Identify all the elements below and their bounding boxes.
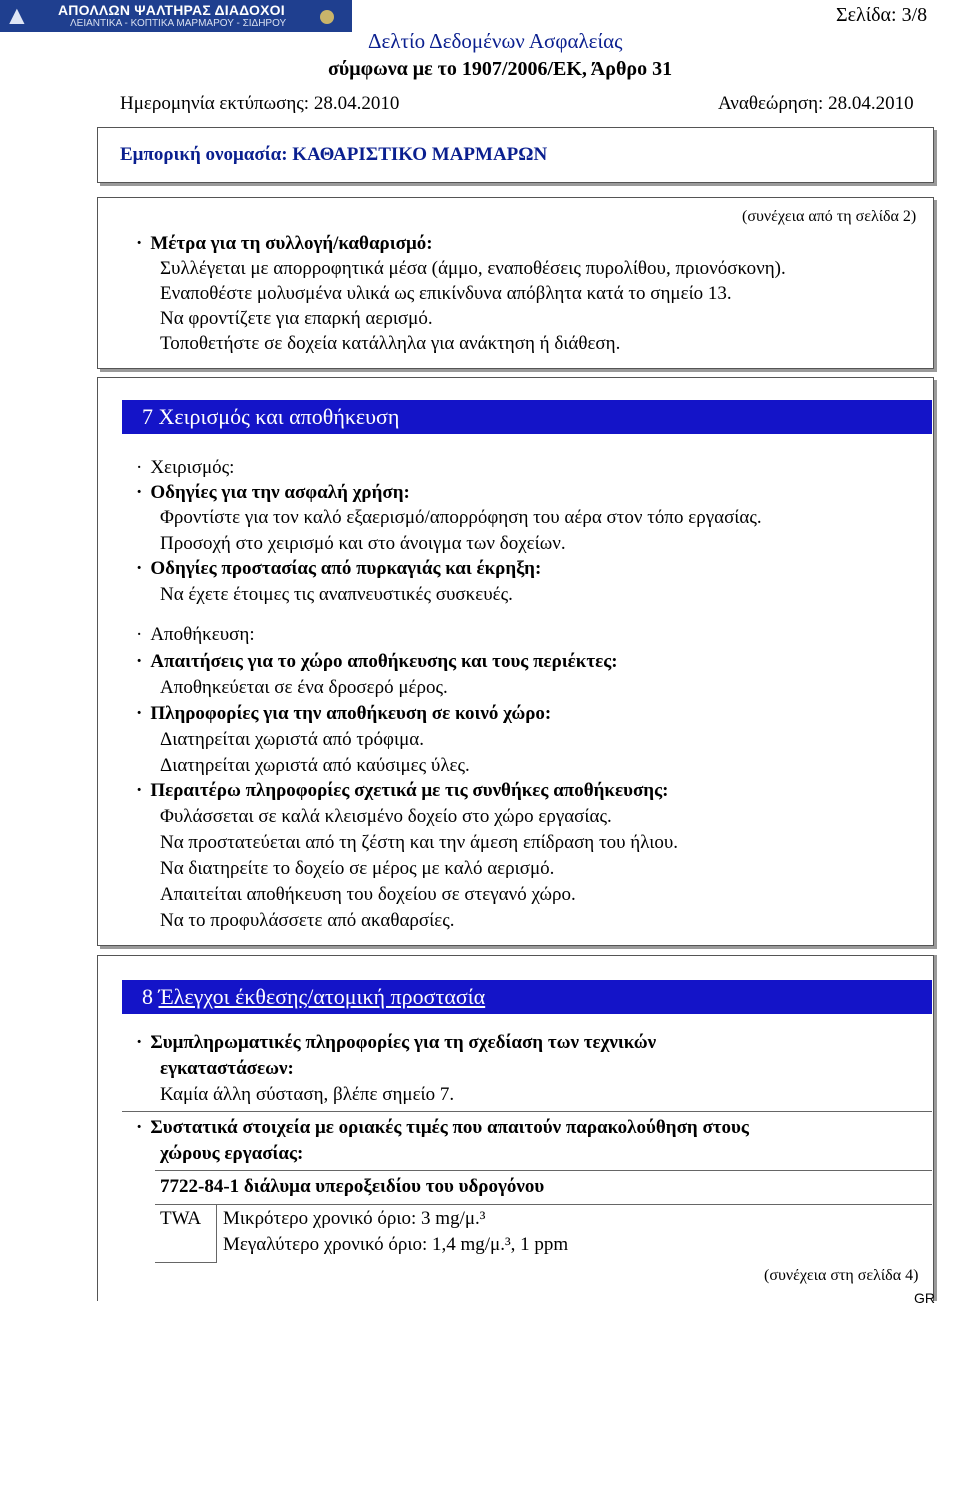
common-storage-heading: · Πληροφορίες για την αποθήκευση σε κοινό χώρο: [136,703,552,724]
storage-requirements-heading: · Απαιτήσεις για το χώρο αποθήκευσης και τους περιέκτες: [136,651,618,672]
safe-use-line: Προσοχή στο χειρισμό και στο άνοιγμα των δοχείων. [160,533,566,554]
further-storage-heading: · Περαιτέρω πληροφορίες σχετικά με τις συνθήκες αποθήκευσης: [136,780,669,801]
cleanup-line: Να φροντίζετε για επαρκή αερισμό. [160,308,433,329]
further-storage-line: Να το προφυλάσσετε από ακαθαρσίες. [160,910,455,931]
section-7-title: Χειρισμός και αποθήκευση [158,404,400,429]
fire-heading: · Οδηγίες προστασίας από πυρκαγιάς και έκρηξη: [136,558,542,579]
document-subtitle: σύμφωνα με το 1907/2006/ΕΚ, Άρθρο 31 [328,58,673,80]
storage-heading: · Αποθήκευση: [136,624,255,645]
print-date: Ημερομηνία εκτύπωσης: 28.04.2010 [120,93,400,114]
safe-use-heading: · Οδηγίες για την ασφαλή χρήση: [136,482,410,503]
divider [155,1170,932,1171]
section-7-number: 7 [142,404,153,429]
logo-company-name: ΑΠΟΛΛΩΝ ΨΑΛΤΗΡΑΣ ΔΙΑΔΟΧΟΙ [58,2,285,18]
continued-to: (συνέχεια στη σελίδα 4) [764,1267,919,1284]
seal-icon [320,10,334,24]
cleanup-line: Εναποθέστε μολυσμένα υλικά ως επικίνδυνα απόβλητα κατά το σημείο 13. [160,283,732,304]
page-number: Σελίδα: 3/8 [836,4,928,26]
cleanup-line: Συλλέγεται με απορροφητικά μέσα (άμμο, εναποθέσεις πυρολίθου, πριονόσκονη). [160,258,786,279]
divider [155,1262,217,1263]
cleanup-heading: · Μέτρα για τη συλλογή/καθαρισμό: [136,233,433,254]
country-code: GR [914,1290,935,1306]
product-name: Εμπορική ονομασία: ΚΑΘΑΡΙΣΤΙΚΟ ΜΑΡΜΑΡΩΝ [120,144,548,165]
limit-value: Μεγαλύτερο χρονικό όριο: 1,4 mg/μ.³, 1 ppm [223,1234,569,1255]
technical-info-line: Καμία άλλη σύσταση, βλέπε σημείο 7. [160,1084,455,1105]
limits-heading: · Συστατικά στοιχεία με οριακές τιμές που απαιτούν παρακολούθηση στους [136,1117,749,1138]
section-8-title-bar [122,980,932,1014]
safe-use-line: Φροντίστε για τον καλό εξαερισμό/απορρόφηση του αέρα στον τόπο εργασίας. [160,507,762,528]
limits-heading-cont: χώρους εργασίας: [160,1143,304,1164]
common-storage-line: Διατηρείται χωριστά από τρόφιμα. [160,729,424,750]
table-divider [216,1204,217,1262]
document-title: Δελτίο Δεδομένων Ασφαλείας [368,29,623,53]
storage-requirements-line: Αποθηκεύεται σε ένα δροσερό μέρος. [160,677,448,698]
cleanup-line: Τοποθετήστε σε δοχεία κατάλληλα για ανάκτηση ή διάθεση. [160,333,621,354]
section-7-title-bar [122,400,932,434]
technical-info-heading: · Συμπληρωματικές πληροφορίες για τη σχεδίαση των τεχνικών [136,1032,657,1053]
further-storage-line: Φυλάσσεται σε καλά κλεισμένο δοχείο στο χώρο εργασίας. [160,806,612,827]
logo-tagline: ΛΕΙΑΝΤΙΚΑ - ΚΟΠΤΙΚΑ ΜΑΡΜΑΡΟΥ - ΣΙΔΗΡΟΥ [70,18,287,29]
revision-date: Αναθεώρηση: 28.04.2010 [718,93,914,114]
further-storage-line: Απαιτείται αποθήκευση του δοχείου σε στεγανό χώρο. [160,884,576,905]
company-logo [0,0,352,32]
divider [122,1111,932,1112]
substance-name: 7722-84-1 διάλυμα υπεροξειδίου του υδρογόνου [160,1176,545,1197]
limit-value: Μικρότερο χρονικό όριο: 3 mg/μ.³ [223,1208,486,1229]
technical-info-heading-cont: εγκαταστάσεων: [160,1058,294,1079]
common-storage-line: Διατηρείται χωριστά από καύσιμες ύλες. [160,755,470,776]
continued-from: (συνέχεια από τη σελίδα 2) [742,208,917,225]
section-8-number: 8 [142,984,153,1009]
section-8-title: Έλεγχοι έκθεσης/ατομική προστασία [158,984,486,1009]
further-storage-line: Να προστατεύεται από τη ζέστη και την άμεση επίδραση του ήλιου. [160,832,678,853]
handling-heading: · Χειρισμός: [136,457,235,478]
limit-type: TWA [160,1208,202,1229]
further-storage-line: Να διατηρείτε το δοχείο σε μέρος με καλό αερισμό. [160,858,555,879]
elephant-logo-icon: ▲ [4,0,30,30]
divider [155,1204,932,1205]
fire-line: Να έχετε έτοιμες τις αναπνευστικές συσκευές. [160,584,513,605]
